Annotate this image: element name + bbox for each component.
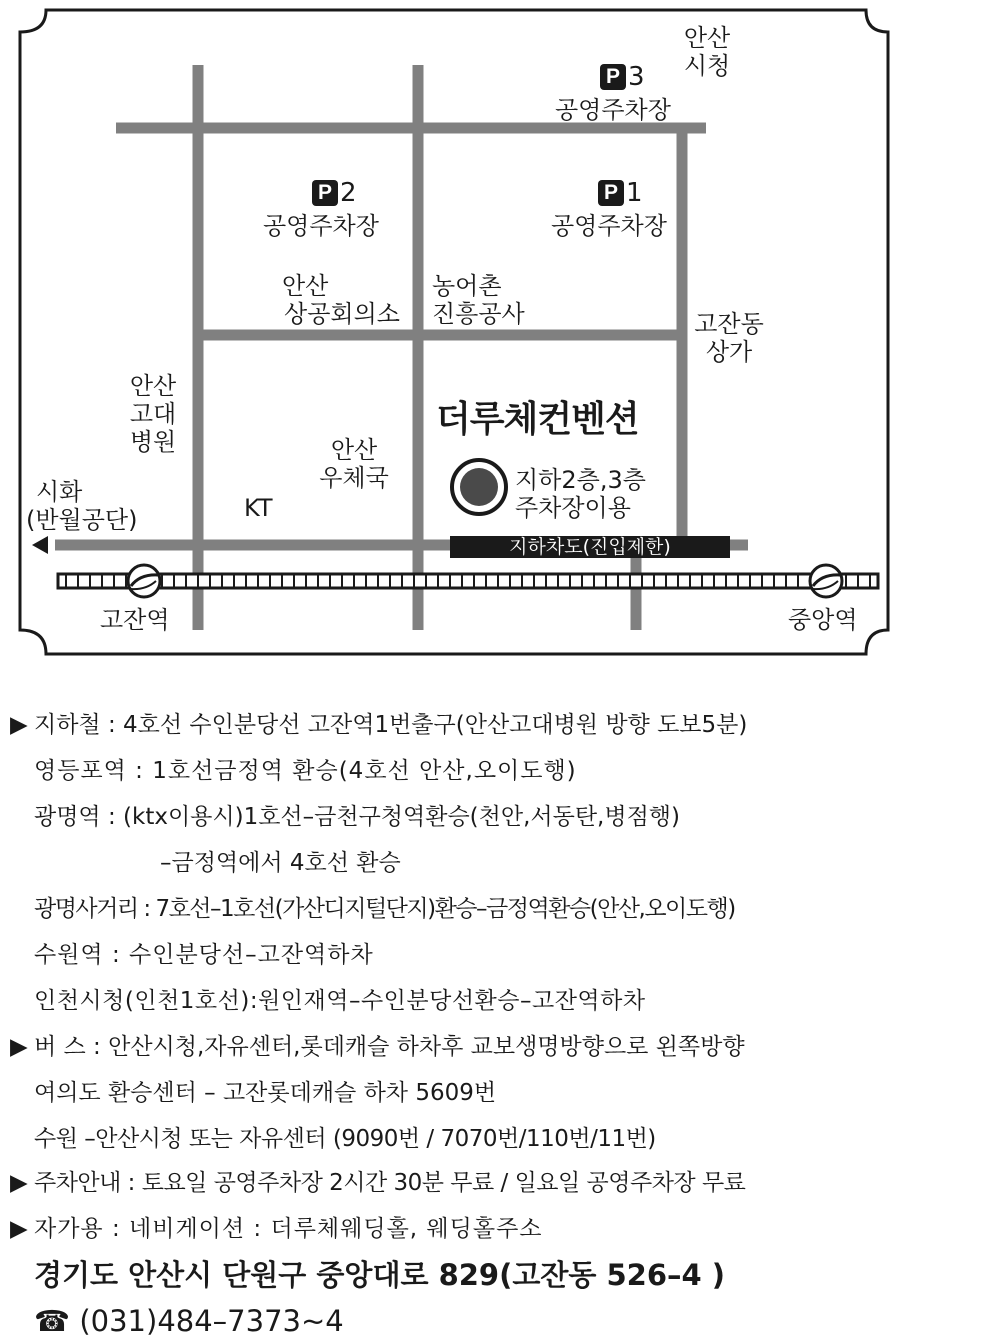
direction-line-bus: ▶ 버 스 : 안산시청,자유센터,롯데캐슬 하차후 교보생명방향으로 왼쪽방향 xyxy=(10,1034,745,1060)
direction-line-suwon-bus: 수원 –안산시청 또는 자유센터 (9090번 / 7070번/110번/11번) xyxy=(34,1126,656,1152)
triangle-bullet-icon: ▶ xyxy=(10,1216,29,1242)
phone-number: (031)484–7373~4 xyxy=(79,1304,344,1338)
label-siwha: 시화 (반월공단) xyxy=(26,478,138,534)
phone-number-row xyxy=(34,1304,344,1338)
jungang-station-icon xyxy=(810,565,842,597)
address: 경기도 안산시 단원구 중앙대로 829(고잔동 526–4 ) xyxy=(34,1258,726,1292)
direction-line-yeouido: 여의도 환승센터 – 고잔롯데캐슬 하차 5609번 xyxy=(34,1080,497,1106)
venue-marker-icon xyxy=(452,460,506,514)
parking-1-badge: P 1 xyxy=(598,180,643,206)
label-venue-name: 더루체컨벤션 xyxy=(436,399,639,440)
railway xyxy=(58,574,878,588)
direction-line-suwon-station: 수원역 : 수인분당선–고잔역하차 xyxy=(34,942,374,968)
label-parking-note: 지하2층,3층 주차장이용 xyxy=(515,466,646,522)
direction-line-yeongdeungpo: 영등포역 : 1호선금정역 환승(4호선 안산,오이도행) xyxy=(34,758,577,784)
direction-line-incheon-city-hall: 인천시청(인천1호선):원인재역–수인분당선환승–고잔역하차 xyxy=(34,988,646,1014)
label-p3-public-parking: 공영주차장 xyxy=(555,96,671,124)
label-korea-univ-hospital: 안산 고대 병원 xyxy=(129,372,177,456)
direction-line-gwangmyeong: 광명역 : (ktx이용시)1호선–금천구청역환승(천안,서동탄,병점행) xyxy=(34,804,680,830)
direction-line-gwangmyeong-sageori: 광명사거리 : 7호선–1호선(가산디지털단지)환승–금정역환승(안산,오이도행) xyxy=(34,896,735,922)
direction-line-parking: ▶ 주차안내 : 토요일 공영주차장 2시간 30분 무료 / 일요일 공영주차장 무료 xyxy=(10,1170,746,1196)
triangle-bullet-icon: ▶ xyxy=(10,712,28,738)
label-gojan-station: 고잔역 xyxy=(100,606,170,634)
gojan-station-icon xyxy=(128,565,160,597)
parking-3-badge: P 3 xyxy=(600,64,645,90)
label-p1-public-parking: 공영주차장 xyxy=(551,212,667,240)
label-gojan-mall: 고잔동 상가 xyxy=(694,310,764,366)
label-post-office: 안산 우체국 xyxy=(319,436,389,492)
label-chamber-of-commerce: 안산 상공회의소 xyxy=(282,272,400,328)
label-farm-fishing-corp: 농어촌 진흥공사 xyxy=(432,272,525,328)
label-underpass: 지하차도(진입제한) xyxy=(450,536,730,558)
label-jungang-station: 중앙역 xyxy=(788,606,858,634)
parking-2-badge: P 2 xyxy=(312,180,357,206)
triangle-bullet-icon: ▶ xyxy=(10,1034,28,1060)
direction-line-geumjeong-transfer: –금정역에서 4호선 환승 xyxy=(160,850,401,876)
direction-line-car: ▶ 자가용 : 네비게이션 : 더루체웨딩홀, 웨딩홀주소 xyxy=(10,1216,543,1242)
label-p2-public-parking: 공영주차장 xyxy=(263,212,379,240)
arrow-west-icon xyxy=(32,536,48,554)
parking-icon: P xyxy=(600,64,626,90)
phone-icon: ☎ xyxy=(34,1304,71,1338)
label-ansan-city-hall: 안산 시청 xyxy=(683,24,731,80)
label-kt: KT xyxy=(244,494,273,522)
parking-icon: P xyxy=(598,180,624,206)
direction-line-subway: ▶ 지하철 : 4호선 수인분당선 고잔역1번출구(안산고대병원 방향 도보5분) xyxy=(10,712,748,738)
triangle-bullet-icon: ▶ xyxy=(10,1170,28,1196)
parking-icon: P xyxy=(312,180,338,206)
